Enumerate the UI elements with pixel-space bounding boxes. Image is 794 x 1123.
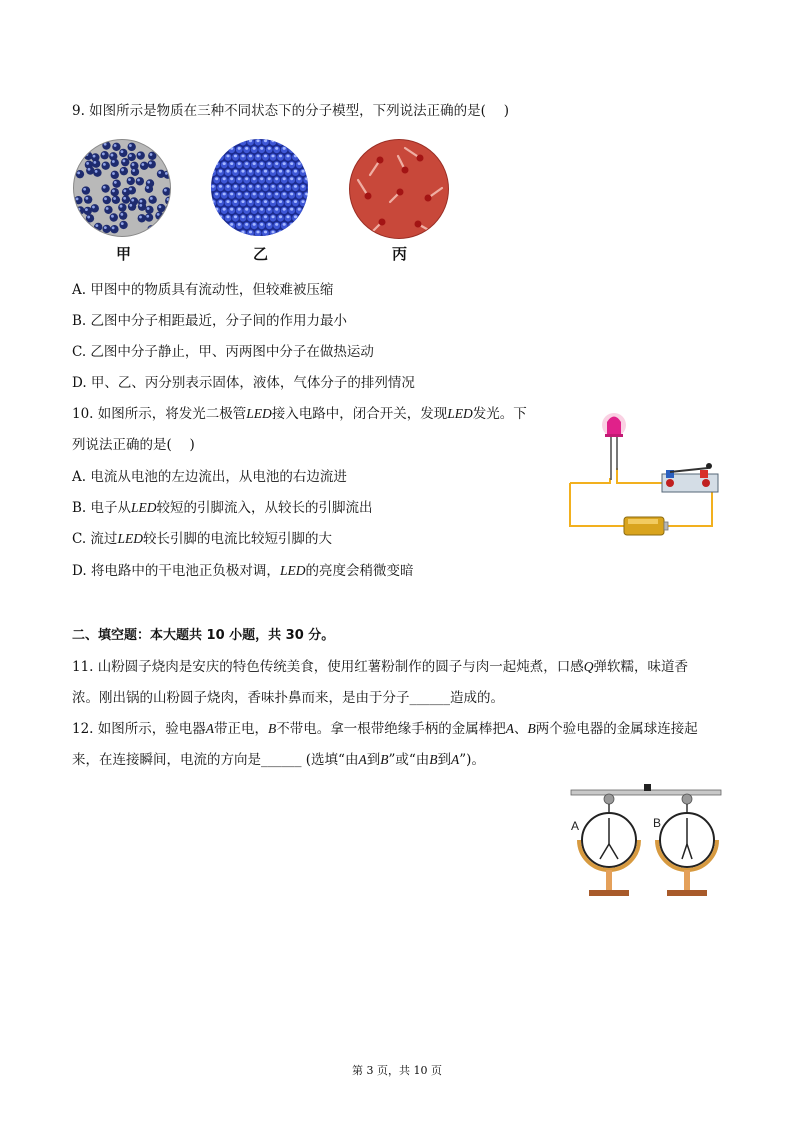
molecule-model-yi xyxy=(211,139,308,236)
electroscope-figure xyxy=(565,782,725,907)
q10-option-d: D. 将电路中的干电池正负极对调，LED的亮度会稍微变暗 xyxy=(72,563,414,579)
electroscope-b xyxy=(657,804,717,896)
q10-stem-line1: 10. 如图所示，将发光二极管LED接入电路中，闭合开关，发现LED发光。下 xyxy=(72,406,527,422)
q9-option-b: B. 乙图中分子相距最近，分子间的作用力最小 xyxy=(72,313,348,329)
q11-line2: 浓。刚出锅的山粉圆子烧肉，香味扑鼻而来，是由于分子______造成的。 xyxy=(72,690,504,706)
switch-icon xyxy=(662,463,718,492)
q12-line1: 12. 如图所示，验电器A带正电，B不带电。拿一根带绝缘手柄的金属棒把A、B两个验电器的金属球连接起 xyxy=(72,721,698,737)
electroscope-a xyxy=(579,804,639,896)
electroscope-label-b: B xyxy=(653,816,662,830)
electroscope-label-a: A xyxy=(571,819,580,833)
molecule-model-jia xyxy=(73,139,171,237)
q9-stem: 9. 如图所示是物质在三种不同状态下的分子模型，下列说法正确的是( ) xyxy=(72,103,509,119)
q10-option-b: B. 电子从LED较短的引脚流入，从较长的引脚流出 xyxy=(72,500,373,516)
q10-option-a: A. 电流从电池的左边流出，从电池的右边流进 xyxy=(72,469,347,485)
q10-stem-line2: 列说法正确的是( ) xyxy=(72,437,195,453)
page-footer: 第 3 页，共 10 页 xyxy=(352,1064,442,1077)
figure-label-jia: 甲 xyxy=(116,245,132,263)
q12-line2: 来，在连接瞬间，电流的方向是______ (选填“由A到B”或“由B到A”)。 xyxy=(72,752,485,768)
q9-option-a: A. 甲图中的物质具有流动性，但较难被压缩 xyxy=(72,282,334,298)
q10-option-c: C. 流过LED较长引脚的电流比较短引脚的大 xyxy=(72,531,332,547)
q11-line1: 11. 山粉圆子烧肉是安庆的特色传统美食，使用红薯粉制作的圆子与肉一起炖煮，口感Q弹软糯，味道香 xyxy=(72,659,689,675)
q9-option-c: C. 乙图中分子静止，甲、丙两图中分子在做热运动 xyxy=(72,344,374,360)
led-circuit-figure xyxy=(562,408,724,543)
figure-label-yi: 乙 xyxy=(253,245,269,263)
figure-label-bing: 丙 xyxy=(392,245,408,263)
section-title: 二、填空题：本大题共 10 小题，共 30 分。 xyxy=(72,628,335,643)
battery-icon xyxy=(624,517,668,535)
q9-option-d: D. 甲、乙、丙分别表示固体，液体，气体分子的排列情况 xyxy=(72,375,415,391)
molecule-model-bing xyxy=(349,139,449,239)
